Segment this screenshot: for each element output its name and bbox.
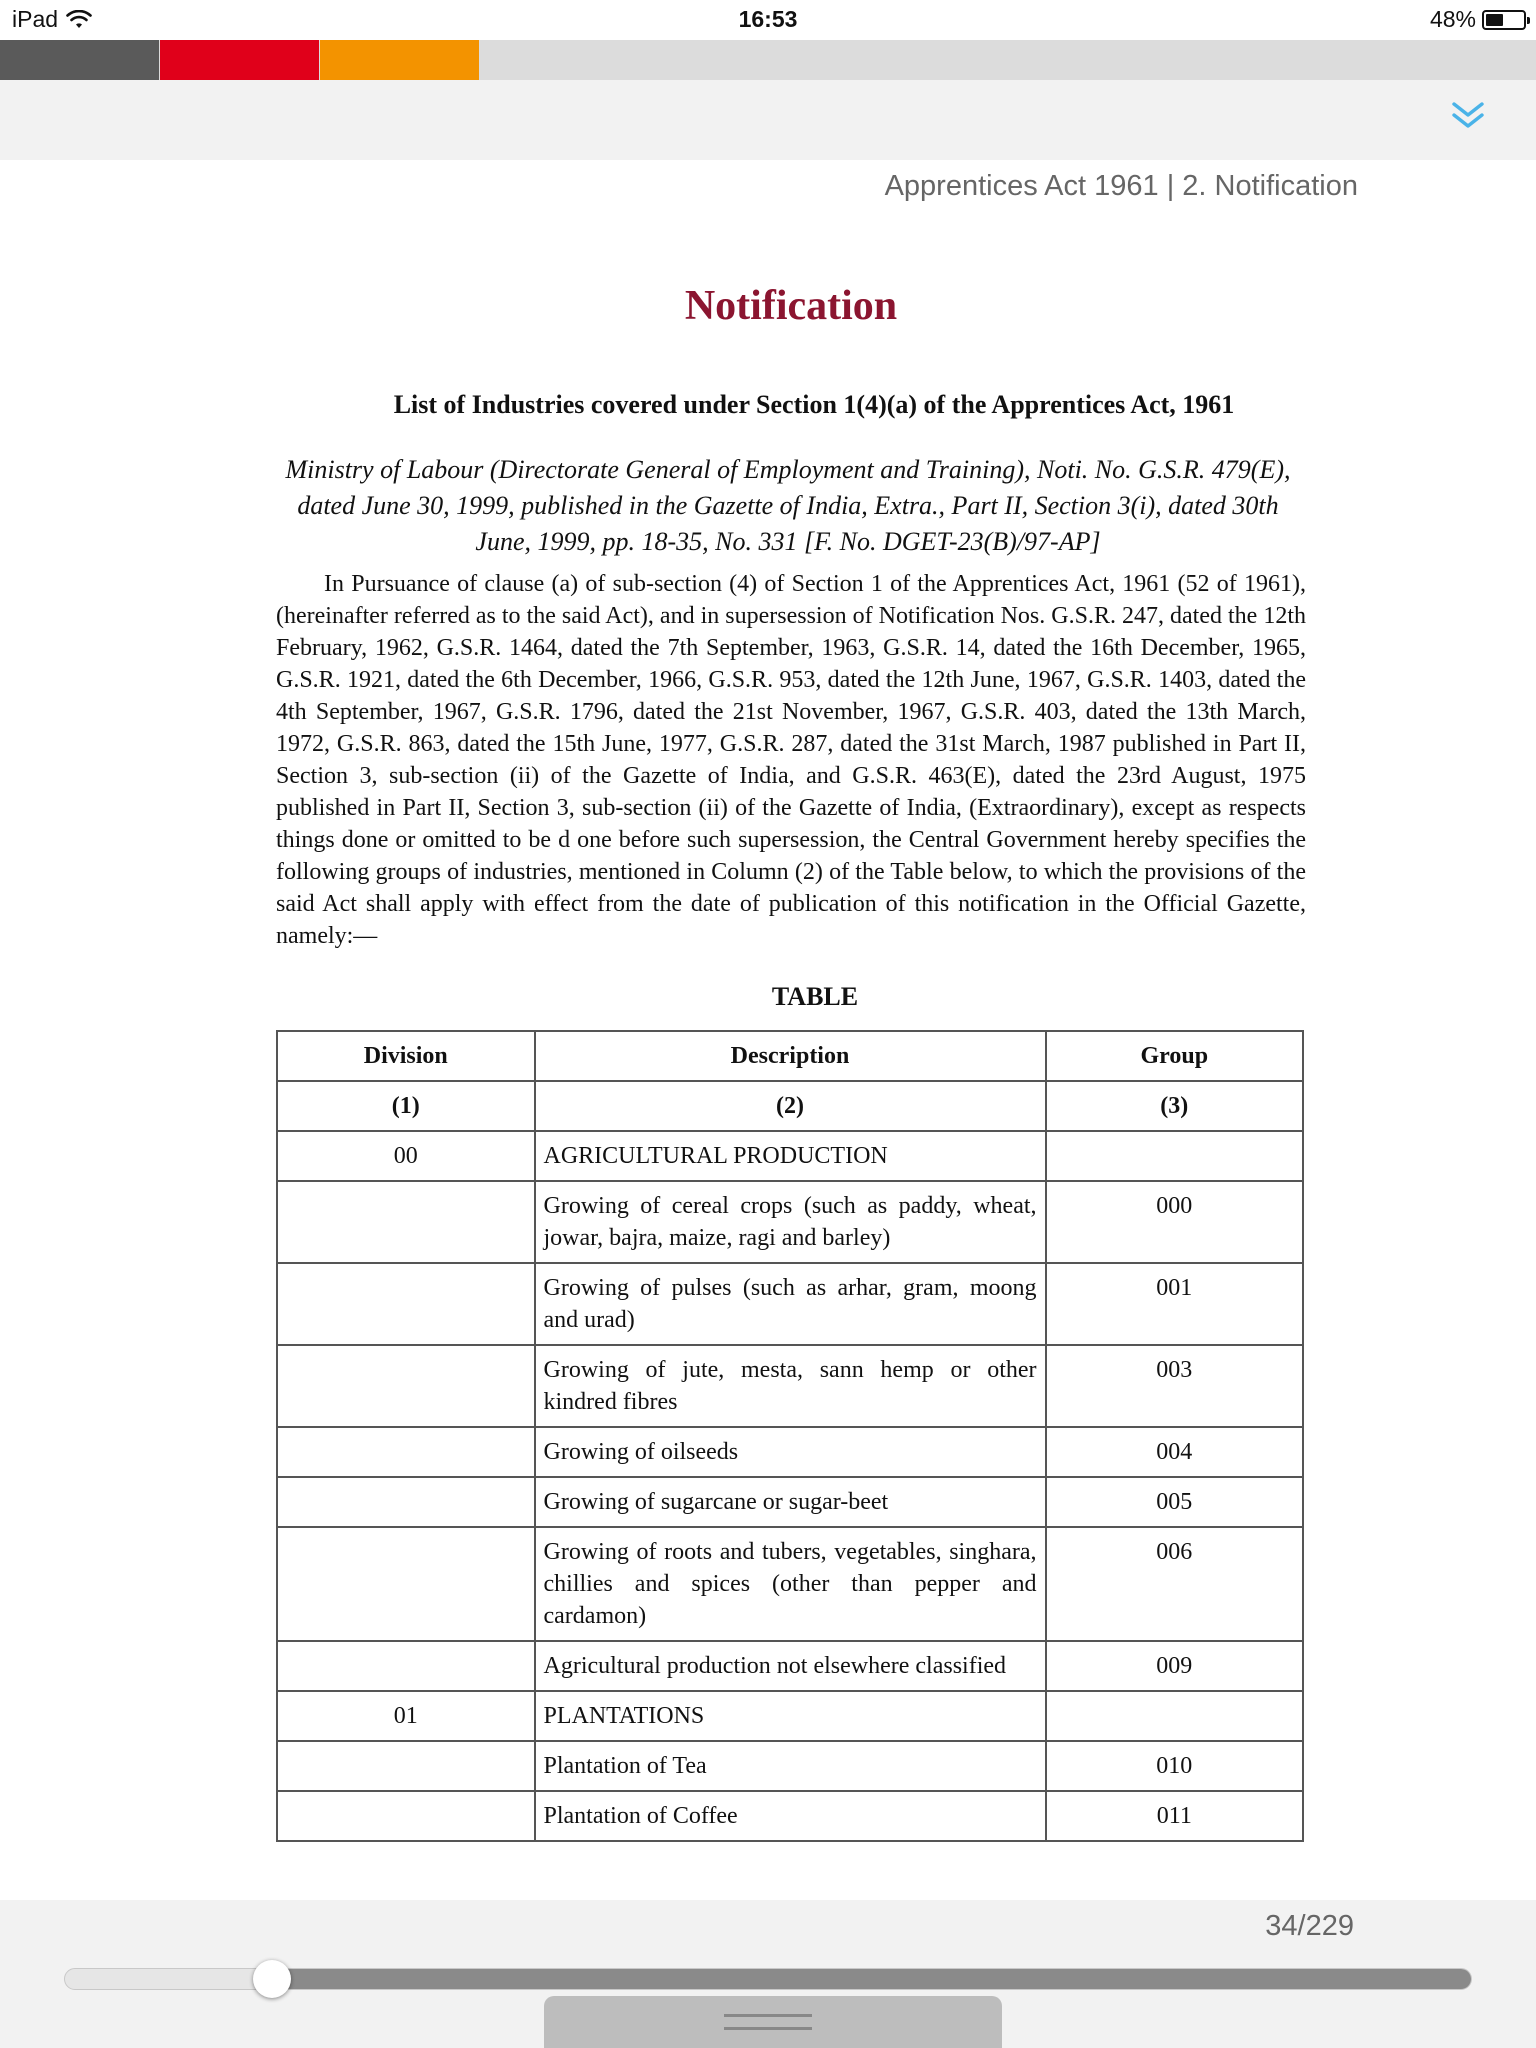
table-row	[277, 1641, 1303, 1691]
header-division: Division	[277, 1031, 535, 1081]
group-cell: 006	[1046, 1527, 1303, 1641]
group-cell	[1046, 1691, 1303, 1741]
column-number-3: (3)	[1046, 1081, 1303, 1131]
page-slider-remaining	[273, 1969, 1471, 1989]
division-cell	[277, 1641, 535, 1691]
document-subtitle: List of Industries covered under Section 1(4)(a) of the Apprentices Act, 1961	[393, 390, 1235, 419]
double-chevron-down-icon	[1450, 101, 1486, 131]
status-right	[1430, 6, 1526, 33]
collapse-button[interactable]	[1440, 88, 1496, 144]
table-column-number-row	[277, 1081, 1303, 1131]
division-cell: 00	[277, 1131, 535, 1181]
page-counter: 34/229	[1265, 1910, 1354, 1942]
division-cell	[277, 1527, 535, 1641]
header-description: Description	[535, 1031, 1046, 1081]
group-cell	[1046, 1131, 1303, 1181]
division-cell	[277, 1263, 535, 1345]
header-group: Group	[1046, 1031, 1303, 1081]
group-cell: 009	[1046, 1641, 1303, 1691]
device-name: iPad	[12, 6, 59, 32]
citation: Ministry of Labour (Directorate General of Employment and Training), Noti. No. G.S.R. 479(E), dated June 30, 1999, published in the Gazette of India, Extra., Part II, Section 3(i), dated 30th June, 1999, pp. 18-35, No. 331 [F. No. DGET-23(B)/97-AP]	[285, 455, 1291, 556]
description-cell: Growing of cereal crops (such as paddy, wheat, jowar, bajra, maize, ragi and barley)	[535, 1181, 1046, 1263]
description-cell: Growing of jute, mesta, sann hemp or other kindred fibres	[535, 1345, 1046, 1427]
description-cell: Growing of oilseeds	[535, 1427, 1046, 1477]
table-row	[277, 1741, 1303, 1791]
tab-color-3[interactable]	[320, 40, 479, 80]
document-page[interactable]	[0, 160, 1536, 1860]
document-title: Notification	[684, 283, 898, 329]
description-cell: Growing of sugarcane or sugar-beet	[535, 1477, 1046, 1527]
page-slider-thumb[interactable]	[253, 1960, 291, 1998]
battery-level	[1486, 14, 1503, 26]
description-cell: Growing of pulses (such as arhar, gram, moong and urad)	[535, 1263, 1046, 1345]
status-bar	[0, 0, 1536, 40]
group-cell: 010	[1046, 1741, 1303, 1791]
group-cell: 003	[1046, 1345, 1303, 1427]
description-cell: AGRICULTURAL PRODUCTION	[535, 1131, 1046, 1181]
description-cell: Plantation of Coffee	[535, 1791, 1046, 1841]
table-row	[277, 1345, 1303, 1427]
table-row	[277, 1477, 1303, 1527]
grip-icon	[724, 2014, 812, 2030]
group-cell: 011	[1046, 1791, 1303, 1841]
description-cell: Plantation of Tea	[535, 1741, 1046, 1791]
table-caption: TABLE	[771, 982, 859, 1011]
column-number-2: (2)	[535, 1081, 1046, 1131]
tab-color-1[interactable]	[0, 40, 159, 80]
battery-icon	[1482, 10, 1526, 30]
description-cell: PLANTATIONS	[535, 1691, 1046, 1741]
table-row	[277, 1791, 1303, 1841]
toolbar	[0, 80, 1536, 160]
drawer-handle[interactable]	[544, 1996, 1002, 2048]
table-row	[277, 1527, 1303, 1641]
table-row	[277, 1263, 1303, 1345]
group-cell: 000	[1046, 1181, 1303, 1263]
division-cell	[277, 1477, 535, 1527]
description-cell: Agricultural production not elsewhere classified	[535, 1641, 1046, 1691]
color-tab-strip	[0, 40, 1536, 80]
table-row	[277, 1691, 1303, 1741]
table-row	[277, 1427, 1303, 1477]
table-header-row	[277, 1031, 1303, 1081]
battery-percent: 48%	[1429, 6, 1476, 32]
division-cell	[277, 1345, 535, 1427]
group-cell: 005	[1046, 1477, 1303, 1527]
division-cell	[277, 1741, 535, 1791]
running-header: Apprentices Act 1961 | 2. Notification	[884, 170, 1358, 202]
division-cell: 01	[277, 1691, 535, 1741]
table-row	[277, 1181, 1303, 1263]
group-cell: 004	[1046, 1427, 1303, 1477]
body-paragraph: In Pursuance of clause (a) of sub-section (4) of Section 1 of the Apprentices Act, 1961 (52 of 1961), (hereinafter referred as to the said Act), and in supersession of Notification Nos. G.S.R. 247, dated the 12th February, 1962, G.S.R. 1464, dated the 7th September, 1963, G.S.R. 14, dated the 16th December, 1965, G.S.R. 1921, dated the 6th December, 1966, G.S.R. 953, dated the 12th June, 1967, G.S.R. 1403, dated the 4th September, 1967, G.S.R. 1796, dated the 21st November, 1967, G.S.R. 403, dated the 13th March, 1972, G.S.R. 863, dated the 15th June, 1977, G.S.R. 287, dated the 31st March, 1987 published in Part II, Section 3, sub-section (ii) of the Gazette of India, and G.S.R. 463(E), dated the 23rd August, 1975 published in Part II, Section 3, sub-section (ii) of the Gazette of India, (Extraordinary), except as respects things done or omitted to be d one before such supersession, the Central Government hereby specifies the following groups of industries, mentioned in Column (2) of the Table below, to which the provisions of the said Act shall apply with effect from the date of publication of this notification in the Official Gazette, namely:—	[276, 571, 1306, 949]
column-number-1: (1)	[277, 1081, 535, 1131]
bottom-navigation	[0, 1900, 1536, 2048]
division-cell	[277, 1181, 535, 1263]
industries-table	[276, 1030, 1304, 1842]
division-cell	[277, 1427, 535, 1477]
division-cell	[277, 1791, 535, 1841]
description-cell: Growing of roots and tubers, vegetables, singhara, chillies and spices (other than pepper and cardamon)	[535, 1527, 1046, 1641]
clock: 16:53	[738, 6, 798, 32]
tab-color-2[interactable]	[160, 40, 319, 80]
group-cell: 001	[1046, 1263, 1303, 1345]
table-row	[277, 1131, 1303, 1181]
